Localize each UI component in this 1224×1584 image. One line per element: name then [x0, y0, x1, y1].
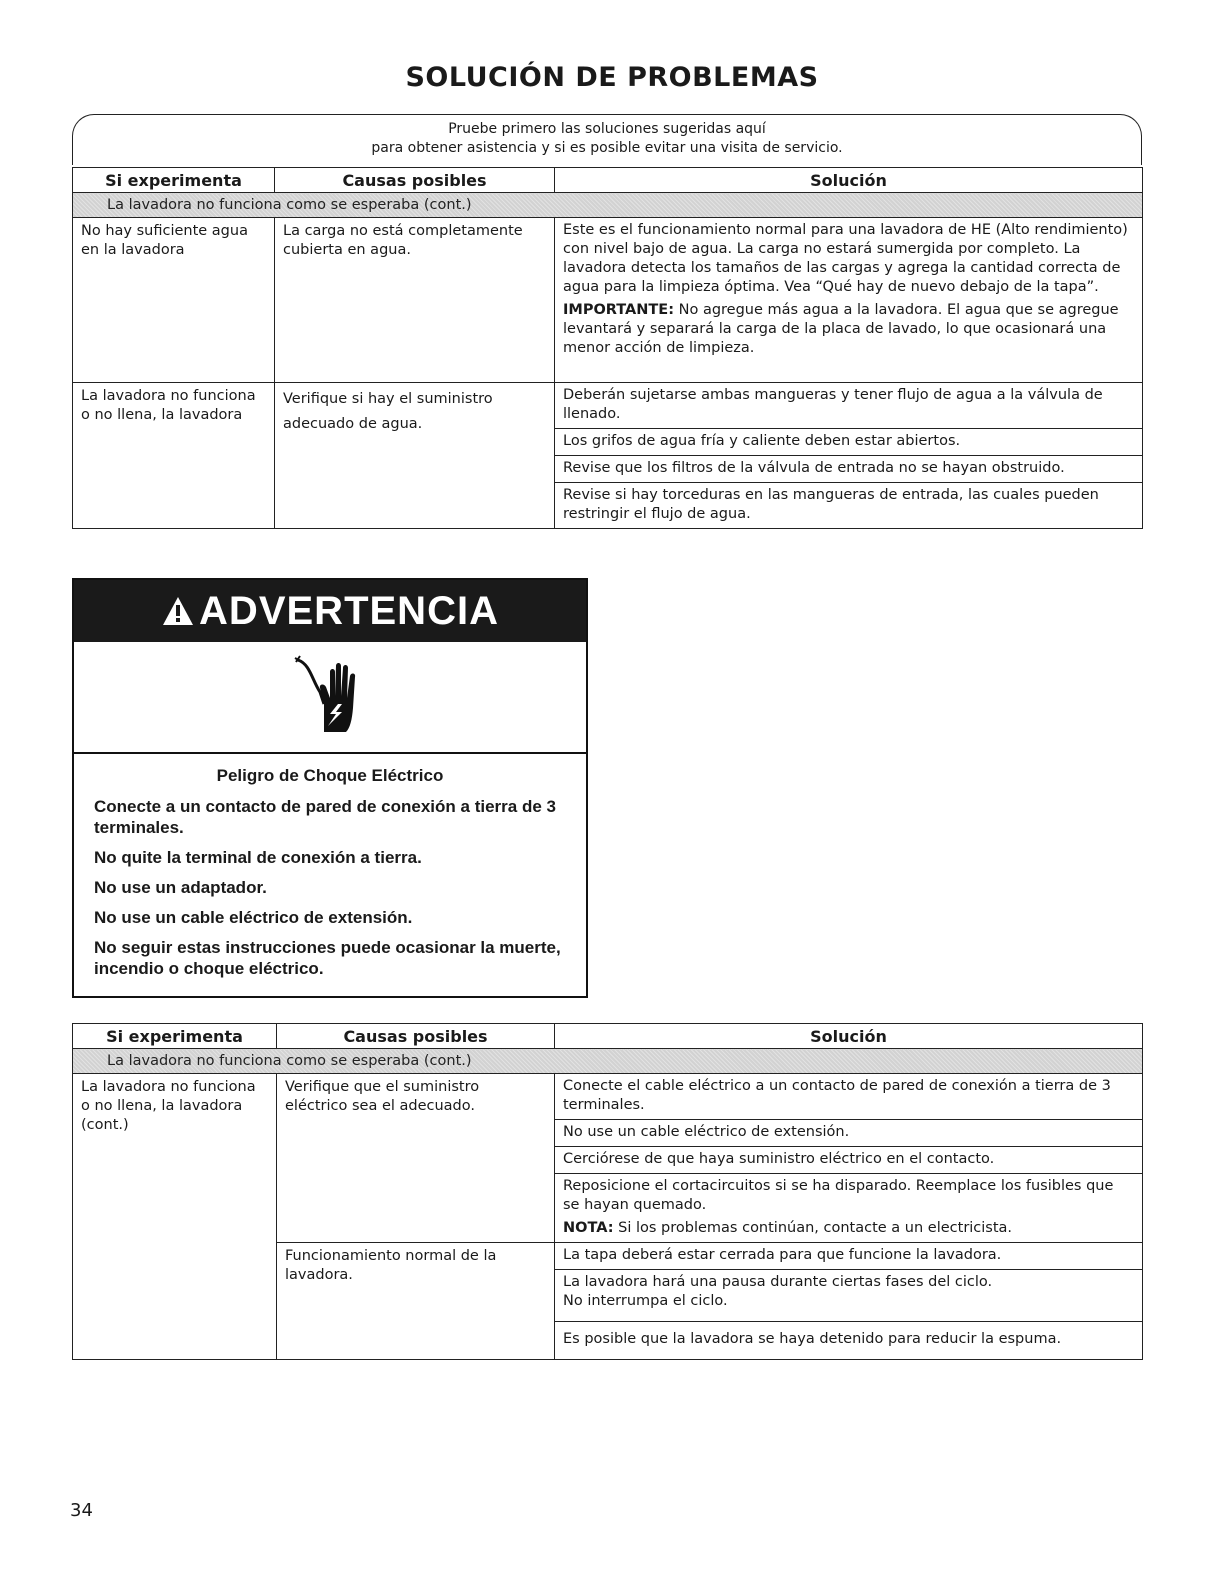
- solution-item: La tapa deberá estar cerrada para que funcione la lavadora.: [555, 1243, 1142, 1270]
- table-row: [73, 218, 1143, 383]
- header-si-experimenta: Si experimenta: [73, 1024, 277, 1049]
- warning-body: [74, 754, 586, 979]
- section-title: La lavadora no funciona como se esperaba (cont.): [73, 193, 1143, 218]
- cause-cell: Verifique si hay el suministro adecuado de agua.: [275, 383, 555, 529]
- warning-item: No seguir estas instrucciones puede ocasionar la muerte, incendio o choque eléctrico.: [94, 938, 561, 978]
- header-causas-posibles: Causas posibles: [277, 1024, 555, 1049]
- note-text: Si los problemas continúan, contacte a un electricista.: [613, 1220, 1013, 1236]
- intro-line-1: Pruebe primero las soluciones sugeridas aquí: [448, 121, 766, 137]
- solution-cell: [555, 218, 1143, 383]
- warning-pictogram-area: [74, 642, 586, 754]
- solution-item: Es posible que la lavadora se haya detenido para reducir la espuma.: [563, 1331, 1062, 1347]
- intro-line-2: para obtener asistencia y si es posible evitar una visita de servicio.: [371, 140, 843, 156]
- warning-header-text: ADVERTENCIA: [199, 588, 499, 633]
- solution-item: Revise que los filtros de la válvula de entrada no se hayan obstruido.: [555, 456, 1142, 483]
- warning-header: [74, 580, 586, 642]
- solution-item: La lavadora hará una pausa durante ciertas fases del ciclo. No interrumpa el ciclo.: [555, 1270, 1142, 1322]
- warning-item: No use un adaptador.: [94, 878, 267, 897]
- cause-cell: Funcionamiento normal de la lavadora.: [277, 1243, 555, 1360]
- solution-item: Conecte el cable eléctrico a un contacto de pared de conexión a tierra de 3 terminales.: [555, 1074, 1142, 1120]
- warning-item: Conecte a un contacto de pared de conexión a tierra de 3 terminales.: [94, 797, 556, 837]
- electric-shock-hand-icon: [290, 652, 370, 742]
- troubleshooting-table-1: [72, 167, 1143, 529]
- header-solucion: Solución: [555, 1024, 1143, 1049]
- header-solucion: Solución: [555, 168, 1143, 193]
- problem-cell: La lavadora no funciona o no llena, la lavadora: [73, 383, 275, 529]
- important-text: No agregue más agua a la lavadora. El agua que se agregue levantará y separará la carga de la placa de lavado, lo que ocasionará una menor acción de limpieza.: [563, 302, 1119, 356]
- note-label: NOTA:: [563, 1220, 614, 1236]
- cause-cell: La carga no está completamente cubierta en agua.: [275, 218, 555, 383]
- warning-item: No use un cable eléctrico de extensión.: [94, 908, 413, 927]
- solution-cell: [555, 1243, 1143, 1360]
- intro-text: [72, 120, 1142, 158]
- solution-item: No use un cable eléctrico de extensión.: [555, 1120, 1142, 1147]
- problem-cell: No hay suficiente agua en la lavadora: [73, 218, 275, 383]
- solution-item: Los grifos de agua fría y caliente deben estar abiertos.: [555, 429, 1142, 456]
- warning-box: [72, 578, 588, 998]
- solution-item: Este es el funcionamiento normal para una lavadora de HE (Alto rendimiento) con nivel bajo de agua. La carga no estará sumergida por completo. La lavadora detecta los tamaños de las cargas y agrega la cantidad correcta de agua para la limpieza óptima. Vea “Qué hay de nuevo debajo de la tapa”. IMPORTANTE: No agregue más agua a la lavadora. El agua que se agregue levantará y separará la carga de la placa de lavado, lo que ocasionará una menor acción de limpieza.: [563, 222, 1128, 356]
- warning-triangle-icon: [161, 595, 195, 627]
- troubleshooting-table-2: [72, 1023, 1143, 1360]
- solution-item: Cerciórese de que haya suministro eléctrico en el contacto.: [555, 1147, 1142, 1174]
- solution-cell: [555, 1074, 1143, 1243]
- table-row: [73, 383, 1143, 529]
- warning-item: No quite la terminal de conexión a tierra.: [94, 848, 422, 867]
- warning-subtitle: Peligro de Choque Eléctrico: [216, 766, 444, 785]
- solution-item: Reposicione el cortacircuitos si se ha disparado. Reemplace los fusibles que se hayan quemado. NOTA: Si los problemas continúan, contacte a un electricista.: [563, 1178, 1114, 1236]
- page-number: 34: [70, 1500, 93, 1521]
- table-header-row: [73, 168, 1143, 193]
- header-causas-posibles: Causas posibles: [275, 168, 555, 193]
- problem-cell: La lavadora no funciona o no llena, la lavadora (cont.): [73, 1074, 277, 1360]
- section-title: La lavadora no funciona como se esperaba (cont.): [73, 1049, 1143, 1074]
- solution-item: Deberán sujetarse ambas mangueras y tener flujo de agua a la válvula de llenado.: [555, 383, 1142, 429]
- table-header-row: [73, 1024, 1143, 1049]
- cause-cell: Verifique que el suministro eléctrico sea el adecuado.: [277, 1074, 555, 1243]
- section-row: [73, 193, 1143, 218]
- header-si-experimenta: Si experimenta: [73, 168, 275, 193]
- solution-item: Revise si hay torceduras en las mangueras de entrada, las cuales pueden restringir el flujo de agua.: [563, 487, 1099, 522]
- important-label: IMPORTANTE:: [563, 302, 675, 318]
- table-row: [73, 1074, 1143, 1243]
- section-row: [73, 1049, 1143, 1074]
- page-title: SOLUCIÓN DE PROBLEMAS: [405, 62, 819, 93]
- solution-cell: [555, 383, 1143, 529]
